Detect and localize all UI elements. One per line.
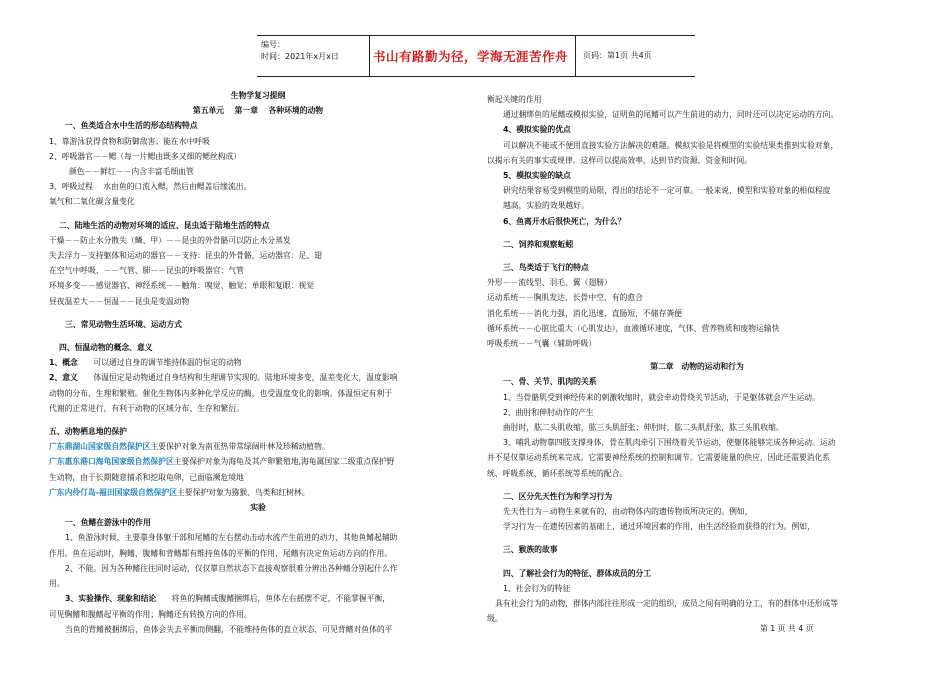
page-header (257, 35, 695, 77)
text-line: 2、曲肘和伸肘动作的产生 (503, 407, 594, 417)
bold-label: 3、实验操作、现象和结论 (65, 594, 172, 604)
section-heading: 四、了解社会行为的特征、群体成员的分工 (503, 568, 652, 578)
text-line: 通过捆绑鱼的尾鳍或模拟实验，证明鱼的尾鳍可以产生前进的动力，同时还可以决定运动的方向。 (503, 110, 839, 120)
text-line: 用。 (49, 579, 65, 589)
reserve-name: 广东内伶仃岛-福田国家级自然保护区 (49, 487, 177, 497)
text-line: 衡起关键的作用 (487, 95, 542, 104)
text-line: 呼吸系统－－气囊（辅助呼吸） (487, 339, 597, 349)
text-line: 学习行为－在遗传因素的基础上，通过环境因素的作用，由生活经验而获得的行为。例如， (503, 522, 815, 532)
spacer (49, 309, 467, 317)
text-line: 在空气中呼吸、－－气管、肺－－昆虫的呼吸器官：气管 (49, 266, 244, 276)
text-line: 当鱼的背鳍被捆绑后，鱼体会失去平衡而侧翻，不能维持鱼体的直立状态，可见背鳍对鱼体的平 (65, 624, 393, 634)
bold-label: 2、意义 (49, 373, 78, 383)
section-heading: 4、模拟实验的优点 (503, 125, 571, 135)
text-line: 1、鱼游泳时候，主要靠身体躯干部和尾鳍的左右摆动击动水流产生前进的动力，其他鱼鳍起辅助 (65, 533, 398, 543)
section-heading: 三、猴族的故事 (503, 545, 558, 555)
section-heading: 二、区分先天性行为和学习行为 (503, 491, 613, 501)
section-heading: 第二章 动物的运动和行为 (650, 362, 744, 372)
text-line: 曲肘时，肱二头肌收缩，肱三头肌舒张；伸肘时，肱二头肌舒张，肱三头肌收缩。 (503, 423, 784, 433)
text-line: 1、概念 可以通过自身的调节维持体温的恒定的动物 (49, 358, 242, 368)
text-line: 代谢的正常进行，有利于动物的区域分布、生存和繁衍。 (49, 403, 244, 413)
text-line: 研究结果容易受到模型的局限，得出的结论不一定可靠。一般来说，模型和实验对象的相似程度 (503, 186, 831, 196)
text-line: 动物的分布、生理和繁殖。催化生物体内多种化学反应的酶，也受温度变化的影响。体温恒定有利于 (49, 388, 393, 398)
text-line: 颜色－－鲜红－－内含丰富毛细血管 (69, 167, 194, 177)
section-heading: 三、鸟类适于飞行的特点 (503, 263, 589, 273)
text-line: 3、呼吸过程 水由鱼的口流入鳃，然后由鳃盖后缘流出。 (49, 182, 252, 192)
bold-label: 1、概念 (49, 358, 78, 368)
text-line: 3、哺乳动物靠四肢支撑身体，骨在肌肉牵引下围绕着关节运动，使躯体能够完成各种运动。运动 (503, 438, 836, 448)
section-heading: 三、常见动物生活环境、运动方式 (65, 319, 182, 329)
text-line: 外形－－流线型、羽毛、翼（翅膀） (487, 278, 612, 288)
spacer (49, 416, 467, 424)
text-line: 可见胸鳍和腹鳍起平衡的作用；胸鳍还有转换方向的作用。 (49, 609, 252, 619)
text-line: 2、不能。因为各种鳍往往同时运动，仅仅靠自然状态下直接观察很难分辨出各种鳍分别起什么作 (65, 563, 398, 573)
text-line: 环境多变－－感觉器官、神经系统－－触角：嗅觉、触觉；单眼和复眼：视觉 (49, 281, 315, 291)
section-heading: 6、鱼离开水后很快死亡，为什么？ (503, 216, 626, 226)
section-heading: 第五单元 第一章 各种环境的动物 (192, 106, 324, 116)
right-column (487, 92, 907, 627)
section-heading: 二、饲养和观察蚯蚓 (503, 239, 574, 249)
text-line: 级。 (487, 614, 503, 624)
section-heading: 一、骨、关节、肌肉的关系 (503, 377, 597, 387)
text-line: 2、意义 体温恒定是动物通过自身结构和生理调节实现的。陆地环境多变，温差变化大，温度影响 (49, 373, 398, 383)
spacer (487, 351, 907, 359)
text-line: 生动物，由于长期随意捕杀和挖取龟卵，已面临濒危境地 (49, 472, 244, 482)
spacer (487, 558, 907, 566)
section-heading: 生物学复习提纲 (230, 91, 286, 100)
section-heading: 五、动物栖息地的保护 (49, 427, 127, 437)
spacer (487, 229, 907, 237)
spacer (49, 332, 467, 340)
left-column (49, 88, 467, 637)
text-line: 循环系统－－心脏比重大（心肌发达），血液循环速度，气体、营养物质和废物运输快 (487, 323, 780, 333)
text-line: 1、靠游泳获得食物和防御敌害；能在水中呼吸 (49, 136, 210, 146)
header-page-info: 页码：第1页 共4页 (583, 51, 652, 60)
section-heading: 二、陆地生活的动物对环境的适应、昆虫适于陆地生活的特点 (59, 220, 270, 230)
reserve-name: 广东鼎湖山国家级自然保护区 (49, 442, 151, 452)
spacer (487, 534, 907, 542)
text-line: 1、社会行为的特征 (503, 583, 571, 593)
time-label: 时间：2021年x月x日 (261, 52, 339, 61)
text-line: 3、实验操作、现象和结论 将鱼的胸鳍或腹鳍捆绑后，鱼体左右摇摆不定，不能掌握平衡， (65, 594, 391, 604)
text-line: 作用。鱼在运动时，胸鳍、腹鳍和背鳍都有维持鱼体的平衡的作用，尾鳍有决定鱼运动方向的作用。 (49, 548, 393, 558)
text-line: 2、呼吸器官－－鳃（每一片鳃由既多又细的鳃丝构成） (49, 151, 242, 161)
text-line: 先天性行为－动物生来就有的，由动物体内的遗传物质所决定的。例如， (503, 507, 753, 517)
header-motto: 书山有路勤为径，学海无涯苦作舟 (373, 49, 569, 64)
number-label: 编号： (261, 40, 285, 49)
text-line: 广东鼎湖山国家级自然保护区主要保护对象为南亚热带常绿阔叶林及珍稀动植物。 (49, 442, 330, 452)
text-line: 统、呼吸系统、循环系统等系统的配合。 (487, 468, 628, 478)
text-line: 广东内伶仃岛-福田国家级自然保护区主要保护对象为猕猴、鸟类和红树林。 (49, 487, 310, 497)
spacer (49, 210, 467, 218)
text-line: 以揭示有关的事实或规律。这样可以提高效率，达到节约资源、资金和时间。 (487, 155, 753, 165)
section-heading: 实验 (250, 503, 266, 513)
spacer (487, 252, 907, 260)
section-heading: 5、模拟实验的缺点 (503, 171, 571, 181)
spacer (487, 481, 907, 489)
text-line: 广东惠东港口海龟国家级自然保护区主要保护对象为海龟及其产卵繁殖地,海龟属国家二级重点保护野 (49, 457, 395, 467)
text-line: 越高，实验的效果越好。 (503, 201, 589, 211)
text-line: 可以解决不能或不便用直接实验方法解决的难题。模拟实验是将模型的实验结果类推到实验对象， (503, 140, 839, 150)
section-heading: 四、恒温动物的概念、意义 (59, 343, 153, 353)
header-divider (575, 36, 576, 76)
text-line: 并不是仅靠运动系统来完成。它需要神经系统的控制和调节。它需要能量的供应，因此还需要消化系 (487, 453, 831, 463)
text-line: 具有社会行为的动物，群体内部往往形成一定的组织，成员之间有明确的分工，有的群体中还形成等 (495, 599, 839, 609)
section-heading: 一、鱼类适合水中生活的形态结构特点 (65, 121, 198, 131)
header-divider (369, 36, 370, 76)
text-line: 干燥－－防止水分散失（鳞、甲）－－昆虫的外骨骼可以防止水分蒸发 (49, 235, 291, 245)
page-footer: 第 1 页 共 4 页 (760, 624, 814, 633)
text-line: 昼夜温差大－－恒温－－昆虫是变温动物 (49, 296, 190, 306)
text-line: 运动系统－－胸肌发达，长骨中空，有的愈合 (487, 293, 643, 303)
text-line: 氧气和二氧化碳含量变化 (49, 197, 135, 207)
text-line: 失去浮力－支持躯体和运动的器官－－支持：昆虫的外骨骼，运动器官：足、翅 (49, 251, 322, 261)
text-line: 1、当骨骼肌受到神经传来的刺激收缩时，就会牵动骨绕关节活动，于是躯体就会产生运动。 (503, 392, 820, 402)
reserve-name: 广东惠东港口海龟国家级自然保护区 (49, 457, 174, 467)
text-line: 消化系统－－消化力强，消化迅速，直肠短，不储存粪便 (487, 308, 682, 318)
section-heading: 一、鱼鳍在游泳中的作用 (65, 518, 151, 528)
header-meta (261, 39, 366, 63)
